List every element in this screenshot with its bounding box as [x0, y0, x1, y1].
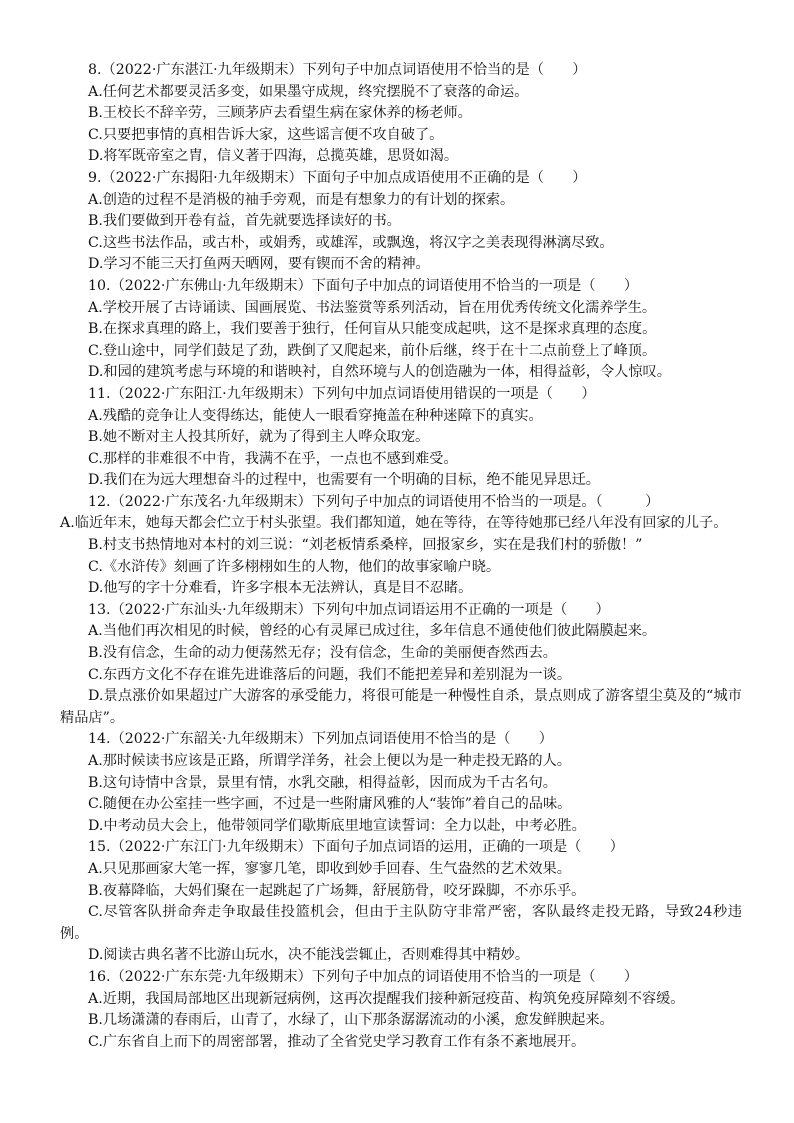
- question-15-option-a: A.只见那画家大笔一挥，寥寥几笔，即收到妙手回春、生气盎然的艺术效果。: [88, 860, 571, 877]
- question-16-stem: 16.（2022·广东东莞·九年级期末）下列句子中加点的词语使用不恰当的一项是（ ）: [88, 968, 639, 985]
- question-10-option-d: D.和园的建筑考虑与环境的和谐映衬，自然环境与人的创造融为一体，相得益彰，令人惊叹。: [88, 364, 671, 381]
- question-12-stem: 12.（2022·广东茂名·九年级期末）下列句子中加点的词语使用不恰当的一项是。（ ）: [88, 493, 660, 510]
- question-10-option-b: B.在探求真理的路上，我们要善于独行，任何盲从只能变成起哄，这不是探求真理的态度。: [88, 321, 657, 338]
- question-16-option-b: B.几场潇潇的春雨后，山青了，水绿了，山下那条潺潺流动的小溪，愈发鲜腴起来。: [88, 1012, 614, 1029]
- document-page: [60, 60, 742, 1053]
- question-11-option-b: B.她不断对主人投其所好，就为了得到主人哗众取宠。: [88, 429, 430, 446]
- question-14-stem: 14.（2022·广东韶关·九年级期末）下列加点词语使用不恰当的是（ ）: [88, 731, 553, 748]
- question-9-option-b: B.我们要做到开卷有益，首先就要选择读好的书。: [88, 213, 401, 230]
- question-8-option-d: D.将军既帝室之胄，信义著于四海，总揽英雄，思贤如渴。: [88, 148, 459, 165]
- question-12-option-c: C.《水浒传》刻画了许多栩栩如生的人物，他们的故事家喻户晓。: [88, 558, 501, 575]
- question-15-option-d: D.阅读古典名著不比游山玩水，决不能浅尝辄止，否则难得其中精妙。: [88, 947, 530, 964]
- question-12-option-a: A.临近年末，她每天都会伫立于村头张望。我们都知道，她在等待，在等待她那已经八年没有回家的儿子。: [60, 515, 728, 532]
- question-11-stem: 11.（2022·广东阳江·九年级期末）下列句中加点词语使用错误的一项是（ ）: [88, 385, 596, 402]
- question-15-option-c: C.尽管客队拼命奔走争取最佳投篮机会，但由于主队防守非常严密，客队最终走投无路，导致24秒违例。: [60, 904, 742, 942]
- question-16-option-c: C.广东省自上而下的周密部署，推动了全省党史学习教育工作有条不紊地展开。: [88, 1033, 586, 1050]
- question-9-option-c: C.这些书法作品，或古朴，或娟秀，或雄浑，或飘逸，将汉字之美表现得淋漓尽致。: [88, 234, 614, 251]
- question-11-option-c: C.那样的非难很不中肯，我满不在乎，一点也不感到难受。: [88, 450, 458, 467]
- question-9-stem: 9.（2022·广东揭阳·九年级期末）下面句子中加点成语使用不正确的是（ ）: [88, 169, 587, 186]
- question-11-option-a: A.残酷的竞争让人变得练达，能使人一眼看穿掩盖在种种迷障下的真实。: [88, 407, 543, 424]
- question-9-option-a: A.创造的过程不是消极的袖手旁观，而是有想象力的有计划的探索。: [88, 191, 515, 208]
- question-12-option-b: B.村支书热情地对本村的刘三说：“刘老板情系桑梓，回报家乡，实在是我们村的骄傲！”: [88, 537, 643, 554]
- question-15-stem: 15.（2022·广东江门·九年级期末）下面句子加点词语的运用，正确的一项是（ ）: [88, 839, 624, 856]
- question-11-option-d: D.我们在为远大理想奋斗的过程中，也需要有一个明确的目标，绝不能见异思迁。: [88, 472, 600, 489]
- question-16-option-a: A.近期，我国局部地区出现新冠病例，这再次提醒我们接种新冠疫苗、构筑免疫屏障刻不容缓。: [88, 990, 685, 1007]
- question-12-option-d: D.他写的字十分难看，许多字根本无法辨认，真是目不忍睹。: [88, 580, 473, 597]
- question-13-option-a: A.当他们再次相见的时候，曾经的心有灵犀已成过往，多年信息不通使他们彼此隔膜起来。: [88, 623, 657, 640]
- question-14-option-d: D.中考动员大会上，他带领同学们歇斯底里地宣读誓词：全力以赴，中考必胜。: [88, 817, 586, 834]
- question-13-option-b: B.没有信念，生命的动力便荡然无存；没有信念，生命的美丽便杳然西去。: [88, 645, 557, 662]
- question-8-stem: 8.（2022·广东湛江·九年级期末）下列句子中加点词语使用不恰当的是（ ）: [88, 62, 587, 78]
- question-14-option-c: C.随便在办公室挂一些字画，不过是一些附庸风雅的人“装饰”着自己的品味。: [88, 796, 572, 813]
- question-13-option-d: D.景点涨价如果超过广大游客的承受能力，将很可能是一种慢性自杀，景点则成了游客望尘莫及的“城市精品店”。: [60, 688, 742, 726]
- question-10-option-a: A.学校开展了古诗诵读、国画展览、书法鉴赏等系列活动，旨在用优秀传统文化濡养学生。: [88, 299, 657, 316]
- question-9-option-d: D.学习不能三天打鱼两天晒网，要有锲而不舍的精神。: [88, 256, 430, 273]
- question-10-option-c: C.登山途中，同学们鼓足了劲，跌倒了又爬起来，前仆后继，终于在十二点前登上了峰顶。: [88, 342, 657, 359]
- question-13-stem: 13.（2022·广东汕头·九年级期末）下列句中加点词语运用不正确的一项是（ ）: [88, 601, 610, 618]
- question-10-stem: 10.（2022·广东佛山·九年级期末）下面句子中加点的词语使用不恰当的一项是（ ）: [88, 277, 639, 294]
- question-8-option-b: B.王校长不辞辛劳，三顾茅庐去看望生病在家休养的杨老师。: [88, 105, 472, 122]
- question-15-option-b: B.夜幕降临，大妈们聚在一起跳起了广场舞，舒展筋骨，咬牙跺脚，不亦乐乎。: [88, 882, 586, 899]
- question-8-option-a: A.任何艺术都要灵活多变，如果墨守成规，终究摆脱不了衰落的命运。: [88, 83, 529, 100]
- question-14-option-b: B.这句诗情中含景，景里有情，水乳交融，相得益彰，因而成为千古名句。: [88, 774, 557, 791]
- question-13-option-c: C.东西方文化不存在谁先进谁落后的问题，我们不能把差异和差别混为一谈。: [88, 666, 572, 683]
- question-14-option-a: A.那时候读书应该是正路，所谓学洋务，社会上便以为是一种走投无路的人。: [88, 753, 571, 769]
- question-8-option-c: C.只要把事情的真相告诉大家，这些谣言便不攻自破了。: [88, 126, 444, 143]
